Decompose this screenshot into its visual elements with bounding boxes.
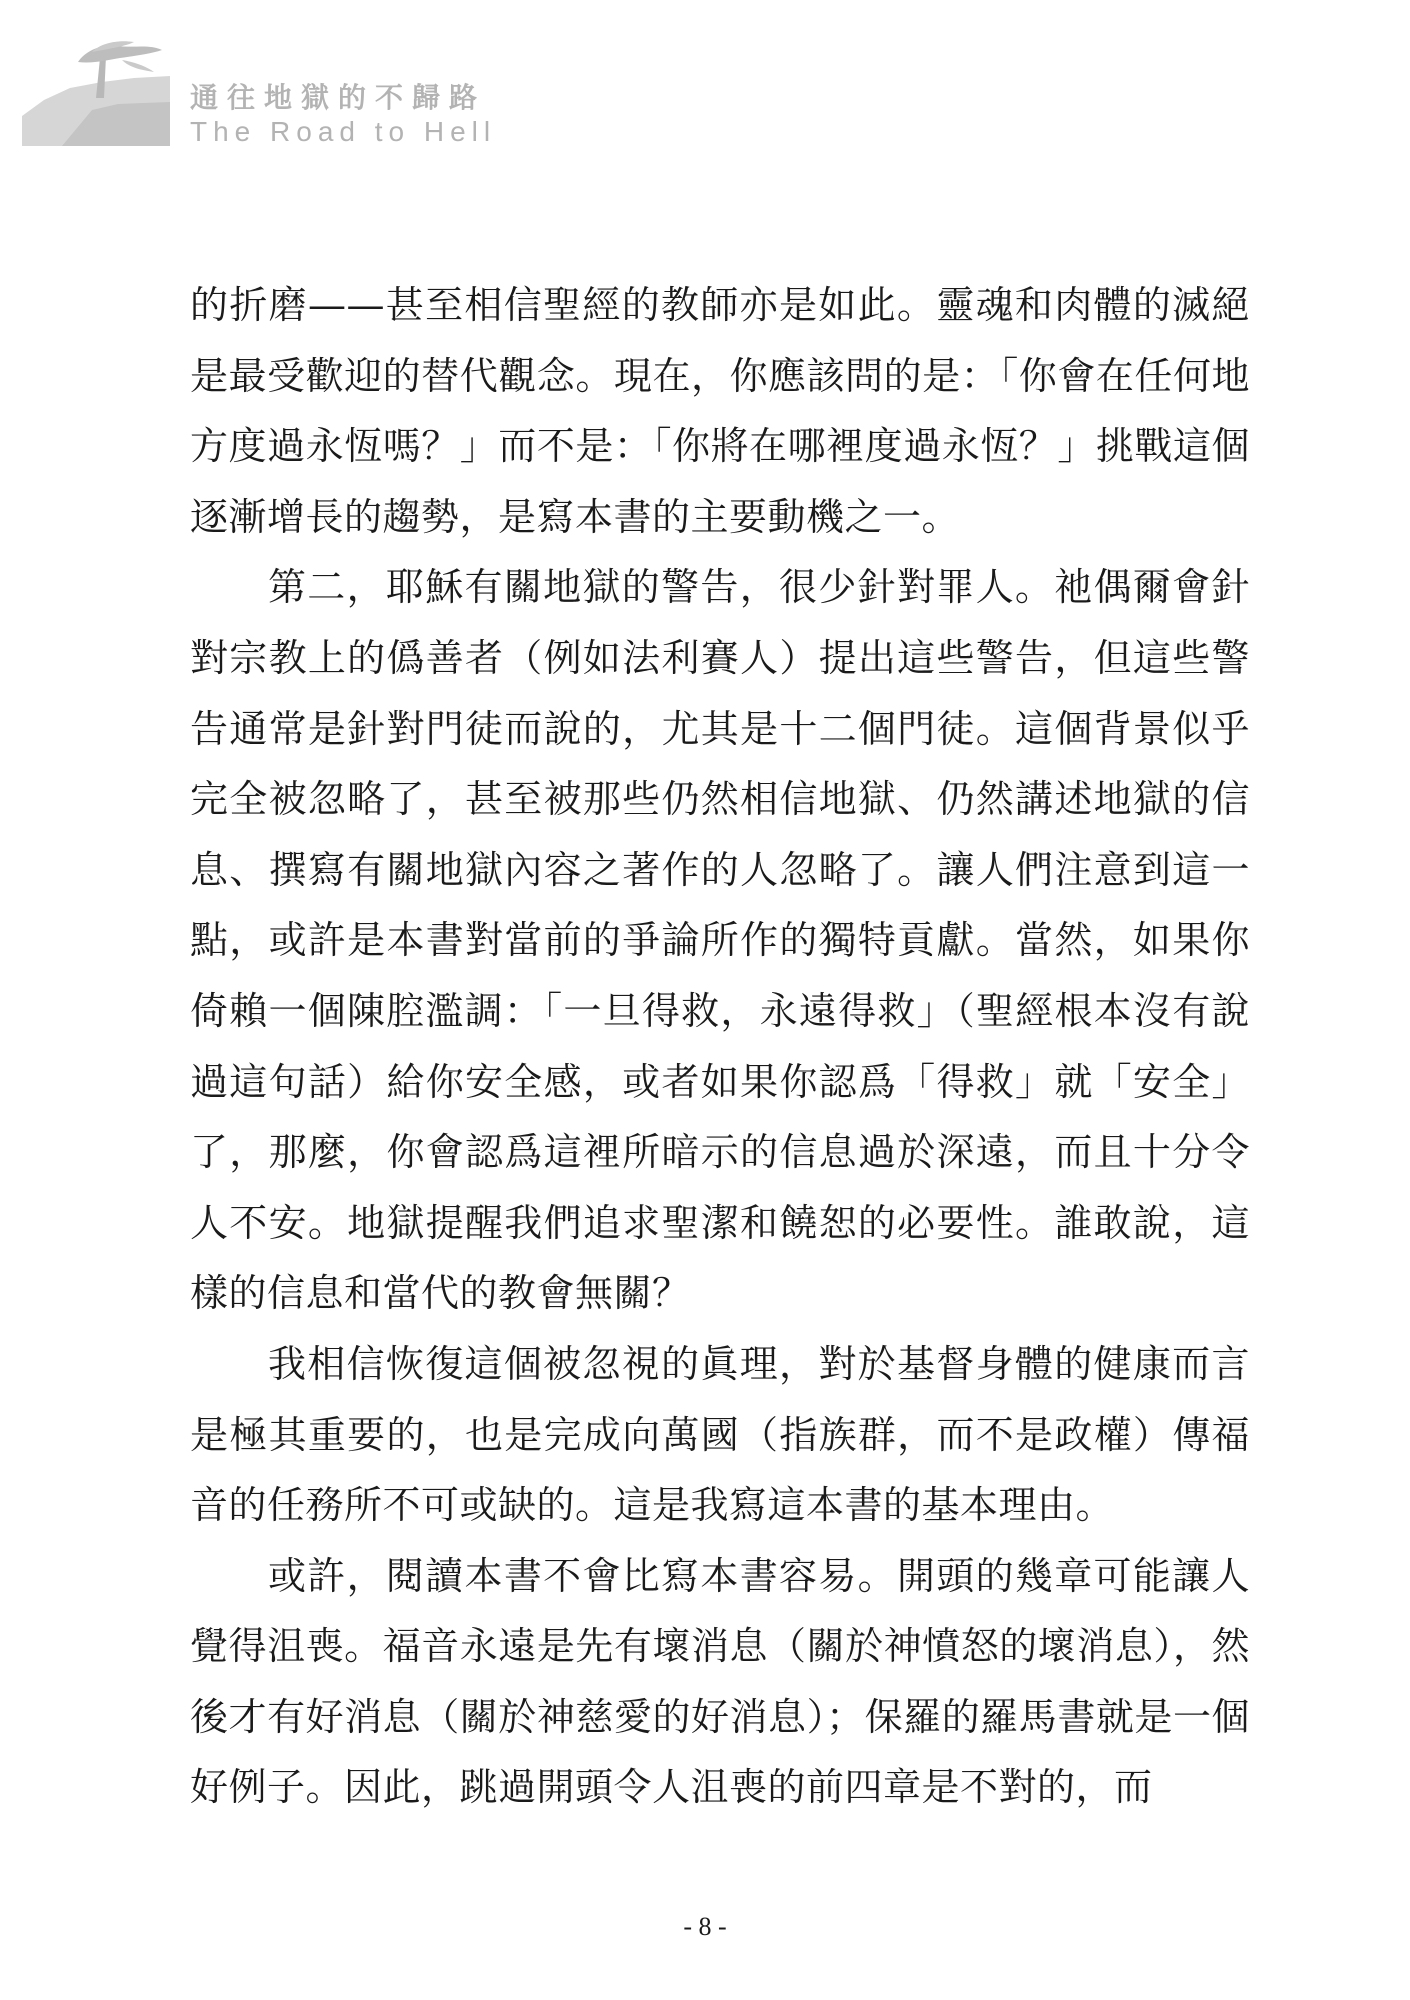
book-title-english: The Road to Hell — [190, 116, 497, 147]
paragraph-reading-advice: 或許，閱讀本書不會比寫本書容易。開頭的幾章可能讓人覺得沮喪。福音永遠是先有壞消息（關於神憤怒的壞消息），然後才有好消息（關於神慈愛的好消息）；保羅的羅馬書就是一個好例子。因此，跳過開頭令人沮喪的前四章是不對的，而 — [190, 1553, 1250, 1810]
paragraph-second-point: 第二，耶穌有關地獄的警告，很少針對罪人。祂偶爾會針對宗教上的僞善者（例如法利賽人）提出這些警告，但這些警告通常是針對門徒而說的，尤其是十二個門徒。這個背景似乎完全被忽略了，甚至被那些仍然相信地獄、仍然講述地獄的信息、撰寫有關地獄內容之著作的人忽略了。讓人們注意到這一點，或許是本書對當前的爭論所作的獨特貢獻。當然，如果你倚賴一個陳腔濫調：「一旦得救，永遠得救」（聖經根本沒有說過這句話）給你安全感，或者如果你認爲「得救」就「安全」了，那麼，你會認爲這裡所暗示的信息過於深遠，而且十分令人不安。地獄提醒我們追求聖潔和饒恕的必要性。誰敢說，這樣的信息和當代的教會無關？ — [190, 565, 1250, 1316]
page-number: - 8 - — [683, 1912, 727, 1941]
paragraph-continuation: 的折磨——甚至相信聖經的教師亦是如此。靈魂和肉體的滅絕是最受歡迎的替代觀念。現在，你應該問的是：「你會在任何地方度過永恆嗎？」而不是：「你將在哪裡度過永恆？」挑戰這個逐漸增長的趨勢，是寫本書的主要動機之一。 — [190, 283, 1250, 539]
page-body — [190, 270, 1250, 1823]
paragraph-rationale: 我相信恢復這個被忽視的眞理，對於基督身體的健康而言是極其重要的，也是完成向萬國（指族群，而不是政權）傳福音的任務所不可或缺的。這是我寫這本書的基本理由。 — [190, 1341, 1250, 1528]
running-header — [22, 38, 542, 148]
tree-landscape-logo-icon — [22, 38, 170, 146]
book-title-chinese: 通往地獄的不歸路 — [190, 81, 487, 114]
